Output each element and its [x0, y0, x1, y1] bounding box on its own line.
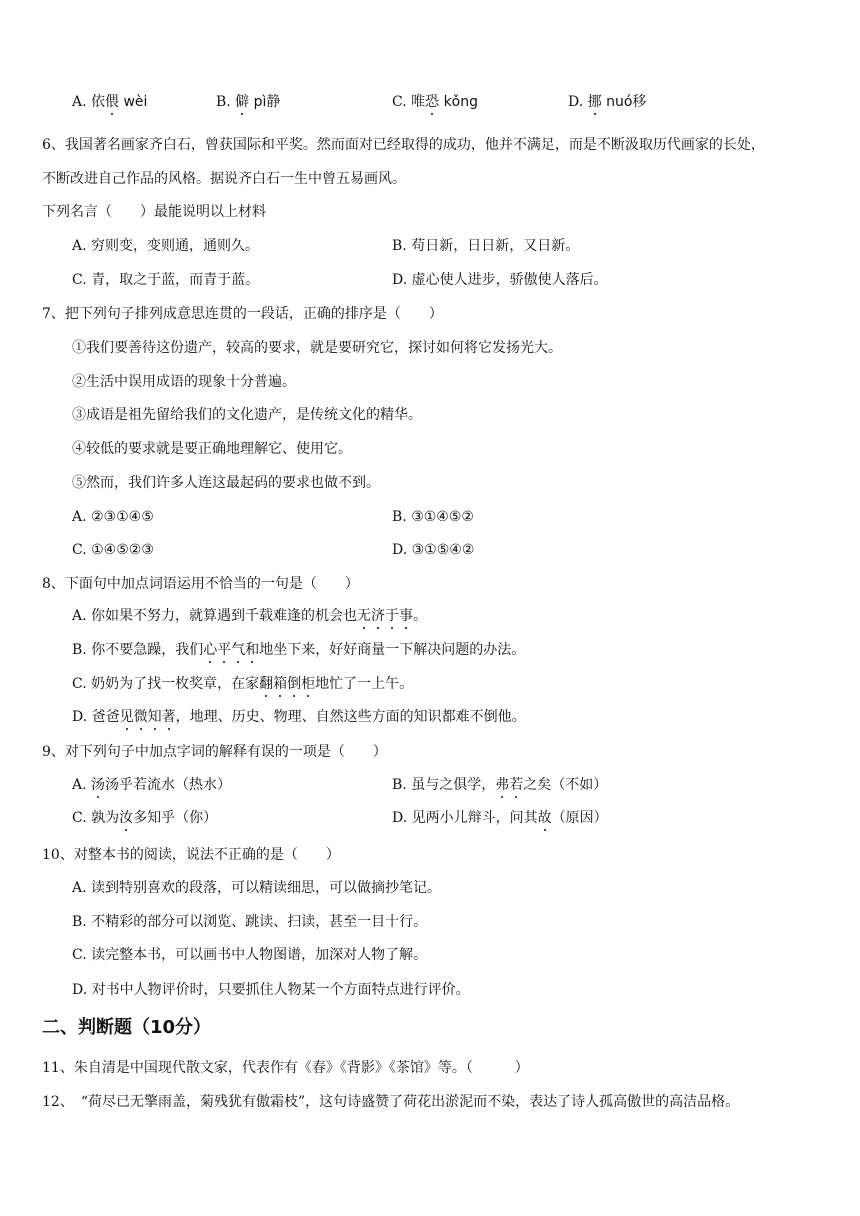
dotted-char: 无: [357, 608, 372, 624]
q5-option-b: B. 僻 pì静: [216, 94, 281, 110]
q6-option-b: B. 苟日新，日日新，又日新。: [392, 238, 580, 254]
dotted-phrase: [120, 709, 176, 725]
q9-option-b: B. 虽与之俱学，弗若之矣（不如）: [392, 777, 608, 793]
dotted-char: 恐: [425, 94, 440, 110]
q7-stem: 7、把下列句子排列成意思连贯的一段话，正确的排序是（ ）: [42, 306, 443, 322]
q7-option-c: C. ①④⑤②③: [72, 542, 154, 558]
dotted-char: 偎: [105, 94, 120, 110]
q5-option-d: D. 挪 nuó移: [568, 94, 647, 110]
q6-stem-line2: 不断改进自己作品的风格。据说齐白石一生中曾五易画风。: [42, 171, 406, 187]
dotted-phrase: [203, 642, 259, 658]
dotted-char: 柜: [301, 676, 316, 692]
q7-option-d: D. ③①⑤④②: [392, 542, 475, 558]
q7-sentence-3: ③成语是祖先留给我们的文化遗产，是传统文化的精华。: [72, 407, 422, 423]
q7-sentence-1: ①我们要善待这份遗产，较高的要求，就是要研究它，探讨如何将它发扬光大。: [72, 340, 562, 356]
q6-stem-line3: 下列名言（ ）最能说明以上材料: [42, 204, 266, 220]
dotted-char: 僻: [235, 94, 250, 110]
q9-stem: 9、对下列句子中加点字词的解释有误的一项是（ ）: [42, 744, 387, 760]
dotted-char: 和: [245, 642, 260, 658]
q10-option-c: C. 读完整本书，可以画书中人物图谱，加深对人物了解。: [72, 947, 428, 963]
dotted-char: 微: [133, 709, 148, 725]
q8-option-c: C. 奶奶为了找一枚奖章，在家翻箱倒柜地忙了一上午。: [72, 676, 414, 692]
q5-option-a: A. 依偎 wèi: [72, 94, 148, 110]
dotted-char: 若: [509, 777, 524, 793]
dotted-char: 弗: [495, 777, 510, 793]
dotted-phrase: [259, 676, 315, 692]
q10-option-b: B. 不精彩的部分可以浏览、跳读、扫读，甚至一目十行。: [72, 914, 428, 930]
dotted-char: 于: [385, 608, 400, 624]
q10-option-d: D. 对书中人物评价时，只要抓住人物某一个方面特点进行评价。: [72, 982, 470, 998]
q6-option-a: A. 穷则变，变则通，通则久。: [72, 238, 260, 254]
section-2-title: 二、判断题（10分）: [42, 1017, 212, 1038]
q7-sentence-4: ④较低的要求就是要正确地理解它、使用它。: [72, 441, 352, 457]
dotted-char: 著: [161, 709, 176, 725]
dotted-char: 见: [119, 709, 134, 725]
q9-option-a: A. 汤汤乎若流水（热水）: [72, 777, 232, 793]
dotted-char: 故: [537, 810, 552, 826]
dotted-phrase: [495, 777, 523, 793]
q7-sentence-5: ⑤然而，我们许多人连这最起码的要求也做不到。: [72, 475, 380, 491]
dotted-char: 气: [231, 642, 246, 658]
q8-option-a: A. 你如果不努力，就算遇到千载难逢的机会也无济于事。: [72, 608, 428, 624]
q6-option-d: D. 虚心使人进步，骄傲使人落后。: [392, 272, 608, 288]
q9-option-c: C. 孰为汝多知乎（你）: [72, 810, 218, 826]
q7-option-b: B. ③①④⑤②: [392, 509, 474, 525]
q7-option-a: A. ②③①④⑤: [72, 509, 154, 525]
dotted-char: 平: [217, 642, 232, 658]
q8-option-b: B. 你不要急躁，我们心平气和地坐下来，好好商量一下解决问题的办法。: [72, 642, 526, 658]
q10-stem: 10、对整本书的阅读，说法不正确的是（ ）: [42, 847, 340, 863]
q12: 12、 “荷尽已无擎雨盖，菊残犹有傲霜枝”，这句诗盛赞了荷花出淤泥而不染，表达了诗人孤高傲世的高洁品格。: [42, 1094, 740, 1110]
q8-option-d: D. 爸爸见微知著，地理、历史、物理、自然这些方面的知识都难不倒他。: [72, 709, 526, 725]
q6-stem-line1: 6、我国著名画家齐白石，曾获国际和平奖。然而面对已经取得的成功，他并不满足，而是不断汲取历代画家的长处，: [42, 137, 765, 153]
q5-option-c: C. 唯恐 kǒng: [392, 94, 479, 110]
dotted-char: 知: [147, 709, 162, 725]
dotted-char: 汤: [91, 777, 106, 793]
q9-option-d: D. 见两小儿辩斗，问其故（原因）: [392, 810, 608, 826]
dotted-char: 翻: [259, 676, 274, 692]
q10-option-a: A. 读到特别喜欢的段落，可以精读细思，可以做摘抄笔记。: [72, 880, 442, 896]
q6-option-c: C. 青，取之于蓝，而青于蓝。: [72, 272, 260, 288]
dotted-char: 济: [371, 608, 386, 624]
dotted-char: 汝: [119, 810, 134, 826]
q8-stem: 8、下面句中加点词语运用不恰当的一句是（ ）: [42, 576, 359, 592]
dotted-char: 事: [399, 608, 414, 624]
q11: 11、朱自清是中国现代散文家，代表作有《春》《背影》《茶馆》等。（ ）: [42, 1060, 529, 1076]
dotted-char: 挪: [587, 94, 602, 110]
dotted-char: 心: [203, 642, 218, 658]
dotted-char: 倒: [287, 676, 302, 692]
dotted-char: 箱: [273, 676, 288, 692]
q7-sentence-2: ②生活中误用成语的现象十分普遍。: [72, 374, 296, 390]
dotted-phrase: [357, 608, 413, 624]
